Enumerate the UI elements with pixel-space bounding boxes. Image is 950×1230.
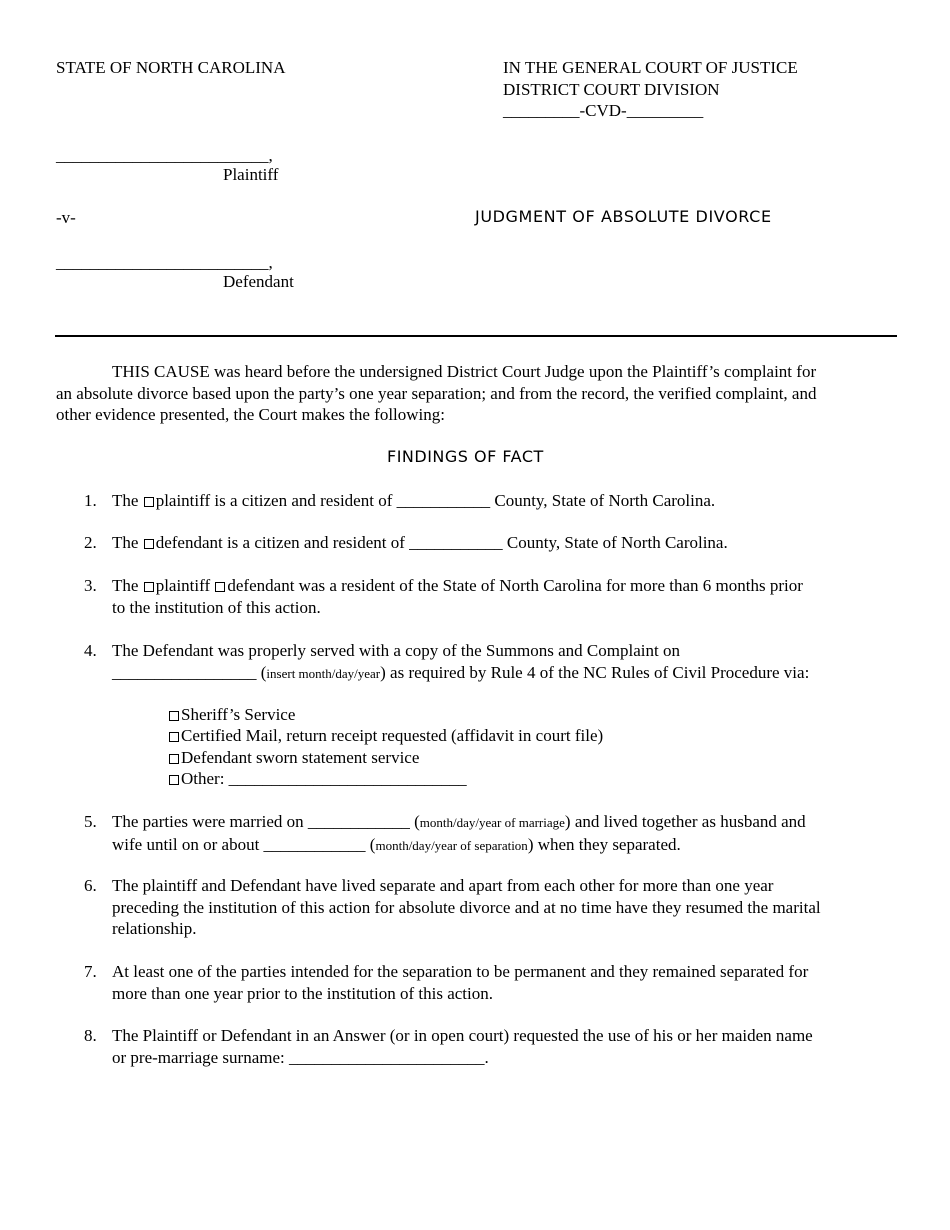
item-number: 3.: [84, 576, 97, 595]
service-option-certified-mail: [168, 725, 603, 747]
defendant-checkbox[interactable]: [215, 582, 225, 592]
item-number: 1.: [84, 491, 97, 510]
finding-text: The plaintiff and Defendant have lived separate and apart from each other for more than one year: [112, 876, 774, 895]
sheriff-service-checkbox[interactable]: [169, 711, 179, 721]
separation-date-field[interactable]: wife until on or about ____________ (: [112, 834, 376, 854]
item-number: 8.: [84, 1026, 97, 1045]
finding-text: ) when they separated.: [527, 834, 681, 854]
case-number-field[interactable]: _________-CVD-_________: [503, 101, 704, 120]
service-date-field[interactable]: _________________ (: [112, 662, 267, 682]
date-hint: insert month/day/year: [266, 665, 381, 681]
finding-text: ) and lived together as husband and: [564, 812, 806, 831]
option-label: Certified Mail, return receipt requested (affidavit in court file): [181, 726, 604, 745]
plaintiff-checkbox[interactable]: [144, 497, 154, 507]
service-option-sworn-statement: [168, 747, 419, 769]
finding-text: The: [112, 576, 139, 595]
finding-2: [112, 532, 902, 554]
date-hint: month/day/year of separation: [375, 837, 528, 853]
finding-text: ) as required by Rule 4 of the NC Rules of Civil Procedure via:: [380, 662, 810, 682]
service-option-other: [168, 768, 467, 790]
finding-text: At least one of the parties intended for the separation to be permanent and they remained separated for: [112, 962, 809, 981]
other-service-checkbox[interactable]: [169, 775, 179, 785]
court-caption-line2: DISTRICT COURT DIVISION: [503, 80, 720, 99]
option-label: Sheriff’s Service: [181, 705, 296, 724]
finding-text: defendant is a citizen and resident of ___________ County, State of North Carolina.: [155, 533, 728, 552]
finding-7: [112, 961, 902, 1004]
finding-text: relationship.: [112, 919, 197, 938]
findings-heading: FINDINGS OF FACT: [387, 447, 544, 466]
finding-text: defendant was a resident of the State of North Carolina for more than 6 months prior: [227, 576, 803, 595]
item-number: 7.: [84, 962, 97, 981]
intro-line: THIS CAUSE was heard before the undersigned District Court Judge upon the Plaintiff’s complaint for: [112, 362, 817, 381]
defendant-name-field[interactable]: _________________________,: [56, 253, 273, 272]
plaintiff-checkbox[interactable]: [144, 582, 154, 592]
defendant-checkbox[interactable]: [144, 539, 154, 549]
header-divider: [55, 335, 897, 337]
finding-1: [112, 490, 902, 512]
versus-label: -v-: [56, 208, 76, 227]
finding-5: [112, 811, 902, 856]
finding-text: The: [112, 533, 139, 552]
finding-text: plaintiff: [155, 576, 211, 595]
finding-text: The: [112, 491, 139, 510]
finding-3: [112, 575, 902, 618]
date-hint: month/day/year of marriage: [419, 815, 565, 830]
sworn-statement-checkbox[interactable]: [169, 754, 179, 764]
court-caption-line1: IN THE GENERAL COURT OF JUSTICE: [503, 58, 798, 77]
option-label: Defendant sworn statement service: [181, 748, 420, 767]
finding-text: The Plaintiff or Defendant in an Answer (or in open court) requested the use of his or her maiden name: [112, 1026, 813, 1045]
intro-line: an absolute divorce based upon the party’s one year separation; and from the record, the verified complaint, and: [56, 383, 817, 403]
finding-6: [112, 875, 902, 940]
finding-text: to the institution of this action.: [112, 597, 321, 617]
document-title: JUDGMENT OF ABSOLUTE DIVORCE: [475, 207, 772, 226]
item-number: 4.: [84, 641, 97, 660]
intro-line: other evidence presented, the Court makes the following:: [56, 405, 445, 424]
state-caption: STATE OF NORTH CAROLINA: [56, 58, 286, 77]
item-number: 5.: [84, 812, 97, 831]
item-number: 2.: [84, 533, 97, 552]
finding-text: The Defendant was properly served with a copy of the Summons and Complaint on: [112, 641, 680, 660]
finding-text: plaintiff is a citizen and resident of ___________ County, State of North Carolina.: [155, 491, 716, 510]
finding-4: [112, 640, 902, 684]
certified-mail-checkbox[interactable]: [169, 732, 179, 742]
maiden-name-field[interactable]: or pre-marriage surname: _______________________.: [112, 1047, 489, 1067]
finding-text: preceding the institution of this action for absolute divorce and at no time have they resumed the marital: [112, 897, 821, 917]
finding-text: more than one year prior to the institution of this action.: [112, 983, 493, 1003]
service-option-sheriff: [168, 704, 295, 726]
finding-8: [112, 1025, 902, 1068]
plaintiff-name-field[interactable]: _________________________,: [56, 146, 273, 165]
other-service-field[interactable]: Other: ____________________________: [181, 769, 467, 788]
item-number: 6.: [84, 876, 97, 895]
intro-paragraph: [56, 361, 901, 426]
plaintiff-label: Plaintiff: [223, 165, 279, 184]
marriage-date-field[interactable]: The parties were married on ____________ (: [112, 812, 420, 831]
defendant-label: Defendant: [223, 272, 294, 291]
